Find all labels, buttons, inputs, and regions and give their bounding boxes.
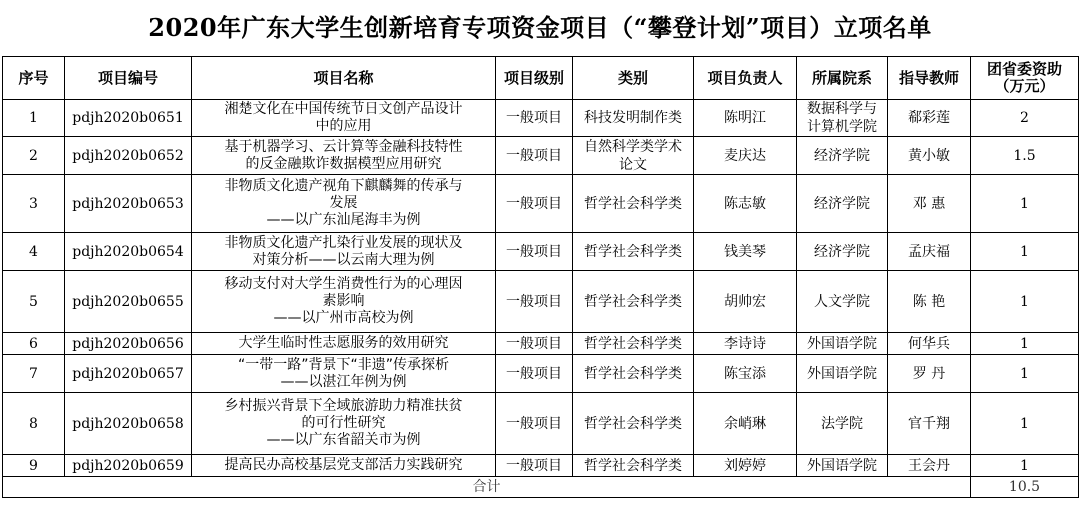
cell-level: 一般项目 <box>496 175 573 233</box>
cell-category <box>573 271 694 333</box>
header-school: 所属院系 <box>797 57 888 100</box>
cell-category <box>573 455 694 477</box>
header-name: 项目名称 <box>192 57 496 100</box>
header-advisor: 指导教师 <box>888 57 971 100</box>
cell-school-line: 经济学院 <box>814 147 870 164</box>
cell-advisor: 罗 丹 <box>888 355 971 393</box>
header-funding <box>971 57 1079 100</box>
cell-category-line: 哲学社会科学类 <box>584 195 682 212</box>
project-table <box>2 56 1079 498</box>
cell-leader: 余峭琳 <box>694 393 797 455</box>
cell-index: 9 <box>3 455 65 477</box>
cell-funding: 1 <box>971 333 1079 355</box>
cell-advisor: 郗彩莲 <box>888 100 971 137</box>
cell-name-line: 发展 <box>329 195 358 211</box>
cell-leader: 陈明江 <box>694 100 797 137</box>
cell-school <box>797 355 888 393</box>
cell-category-line: 哲学社会科学类 <box>584 243 682 260</box>
table-row <box>3 333 1079 355</box>
cell-name-line: ——以广东省韶关市为例 <box>266 432 421 448</box>
cell-category <box>573 393 694 455</box>
table-row <box>3 355 1079 393</box>
cell-leader: 陈宝添 <box>694 355 797 393</box>
cell-leader: 钱美琴 <box>694 233 797 271</box>
cell-school <box>797 233 888 271</box>
cell-name-line: 移动支付对大学生消费性行为的心理因 <box>224 276 463 292</box>
cell-level: 一般项目 <box>496 393 573 455</box>
table-row <box>3 100 1079 137</box>
header-row <box>3 57 1079 100</box>
cell-name-line: 的可行性研究 <box>301 415 386 431</box>
total-label: 合计 <box>3 477 971 498</box>
cell-code: pdjh2020b0652 <box>65 137 192 175</box>
cell-level: 一般项目 <box>496 137 573 175</box>
cell-funding: 1.5 <box>971 137 1079 175</box>
cell-school-line: 数据科学与 <box>807 101 877 117</box>
table-row <box>3 271 1079 333</box>
cell-name <box>192 175 496 233</box>
cell-school-line: 经济学院 <box>814 195 870 212</box>
cell-level: 一般项目 <box>496 355 573 393</box>
cell-category <box>573 333 694 355</box>
cell-name-line: ——以广州市高校为例 <box>273 310 414 326</box>
cell-category-line: 科技发明制作类 <box>584 110 682 126</box>
table-row <box>3 393 1079 455</box>
cell-school <box>797 455 888 477</box>
cell-name <box>192 393 496 455</box>
cell-school <box>797 333 888 355</box>
cell-code: pdjh2020b0659 <box>65 455 192 477</box>
cell-level: 一般项目 <box>496 333 573 355</box>
cell-advisor: 陈 艳 <box>888 271 971 333</box>
cell-category-line: 自然科学类学术 <box>584 138 682 155</box>
header-funding-line1: 团省委资助 <box>986 60 1062 78</box>
cell-school-line: 外国语学院 <box>807 365 877 382</box>
cell-name <box>192 355 496 393</box>
cell-name-line: 对策分析——以云南大理为例 <box>252 251 435 268</box>
cell-funding: 1 <box>971 393 1079 455</box>
cell-level: 一般项目 <box>496 271 573 333</box>
cell-school-line: 外国语学院 <box>807 335 877 352</box>
cell-school <box>797 137 888 175</box>
cell-school <box>797 100 888 137</box>
cell-code: pdjh2020b0655 <box>65 271 192 333</box>
cell-name-line: 基于机器学习、云计算等金融科技特性 <box>224 138 463 155</box>
header-leader: 项目负责人 <box>694 57 797 100</box>
table-row <box>3 175 1079 233</box>
cell-advisor: 黄小敏 <box>888 137 971 175</box>
cell-category-line: 哲学社会科学类 <box>584 457 682 474</box>
cell-name-line: 乡村振兴背景下全域旅游助力精准扶贫 <box>224 398 463 414</box>
cell-index: 4 <box>3 233 65 271</box>
cell-name-line: 非物质文化遗产扎染行业发展的现状及 <box>224 234 463 251</box>
cell-advisor: 邓 惠 <box>888 175 971 233</box>
cell-level: 一般项目 <box>496 100 573 137</box>
cell-name <box>192 455 496 477</box>
cell-leader: 胡帅宏 <box>694 271 797 333</box>
table-row <box>3 233 1079 271</box>
cell-name-line: ——以广东汕尾海丰为例 <box>266 212 421 228</box>
cell-funding: 1 <box>971 175 1079 233</box>
cell-name-line: 中的应用 <box>315 118 372 134</box>
cell-school-line: 人文学院 <box>814 293 870 310</box>
cell-category <box>573 175 694 233</box>
cell-code: pdjh2020b0654 <box>65 233 192 271</box>
cell-code: pdjh2020b0653 <box>65 175 192 233</box>
cell-school-line: 法学院 <box>821 415 863 432</box>
cell-code: pdjh2020b0651 <box>65 100 192 137</box>
cell-index: 5 <box>3 271 65 333</box>
table-row <box>3 455 1079 477</box>
cell-funding: 1 <box>971 455 1079 477</box>
cell-index: 3 <box>3 175 65 233</box>
cell-funding: 1 <box>971 355 1079 393</box>
cell-name-line: 非物质文化遗产视角下麒麟舞的传承与 <box>224 178 463 194</box>
cell-category-line: 哲学社会科学类 <box>584 415 682 432</box>
header-level: 项目级别 <box>496 57 573 100</box>
cell-category-line: 哲学社会科学类 <box>584 293 682 310</box>
cell-school <box>797 175 888 233</box>
cell-school-line: 经济学院 <box>814 243 870 260</box>
table-body <box>3 100 1079 477</box>
cell-index: 7 <box>3 355 65 393</box>
cell-category-line: 哲学社会科学类 <box>584 335 682 352</box>
cell-index: 2 <box>3 137 65 175</box>
cell-school-line: 计算机学院 <box>807 119 877 135</box>
header-code: 项目编号 <box>65 57 192 100</box>
cell-advisor: 王会丹 <box>888 455 971 477</box>
cell-category <box>573 100 694 137</box>
cell-category-line: 论文 <box>619 156 647 173</box>
cell-index: 6 <box>3 333 65 355</box>
cell-code: pdjh2020b0657 <box>65 355 192 393</box>
cell-category <box>573 137 694 175</box>
cell-category <box>573 355 694 393</box>
cell-name-line: ——以湛江年例为例 <box>280 373 407 390</box>
table-row <box>3 137 1079 175</box>
cell-level: 一般项目 <box>496 233 573 271</box>
cell-leader: 陈志敏 <box>694 175 797 233</box>
cell-advisor: 何华兵 <box>888 333 971 355</box>
total-row <box>3 477 1079 498</box>
cell-name <box>192 100 496 137</box>
cell-category-line: 哲学社会科学类 <box>584 365 682 382</box>
cell-funding: 2 <box>971 100 1079 137</box>
header-index: 序号 <box>3 57 65 100</box>
cell-leader: 李诗诗 <box>694 333 797 355</box>
cell-code: pdjh2020b0656 <box>65 333 192 355</box>
cell-school <box>797 393 888 455</box>
total-value: 10.5 <box>971 477 1079 498</box>
cell-school-line: 外国语学院 <box>807 457 877 474</box>
cell-funding: 1 <box>971 271 1079 333</box>
cell-name-line: 素影响 <box>322 293 365 309</box>
cell-name-line: 湘楚文化在中国传统节日文创产品设计 <box>224 101 463 117</box>
cell-code: pdjh2020b0658 <box>65 393 192 455</box>
cell-index: 1 <box>3 100 65 137</box>
cell-name-line: 的反金融欺诈数据模型应用研究 <box>245 155 442 172</box>
cell-funding: 1 <box>971 233 1079 271</box>
cell-name-line: 大学生临时性志愿服务的效用研究 <box>238 335 449 351</box>
cell-name <box>192 271 496 333</box>
cell-advisor: 官千翔 <box>888 393 971 455</box>
header-funding-line2: （万元） <box>994 77 1055 95</box>
cell-level: 一般项目 <box>496 455 573 477</box>
cell-name-line: “一带一路”背景下“非遗”传承探析 <box>237 356 449 373</box>
cell-name-line: 提高民办高校基层党支部活力实践研究 <box>224 457 463 473</box>
cell-name <box>192 333 496 355</box>
cell-name <box>192 233 496 271</box>
document-title: 2020年广东大学生创新培育专项资金项目（“攀登计划”项目）立项名单 <box>148 13 932 42</box>
cell-name <box>192 137 496 175</box>
cell-index: 8 <box>3 393 65 455</box>
cell-school <box>797 271 888 333</box>
header-category: 类别 <box>573 57 694 100</box>
cell-advisor: 孟庆福 <box>888 233 971 271</box>
cell-leader: 刘婷婷 <box>694 455 797 477</box>
cell-category <box>573 233 694 271</box>
cell-leader: 麦庆达 <box>694 137 797 175</box>
